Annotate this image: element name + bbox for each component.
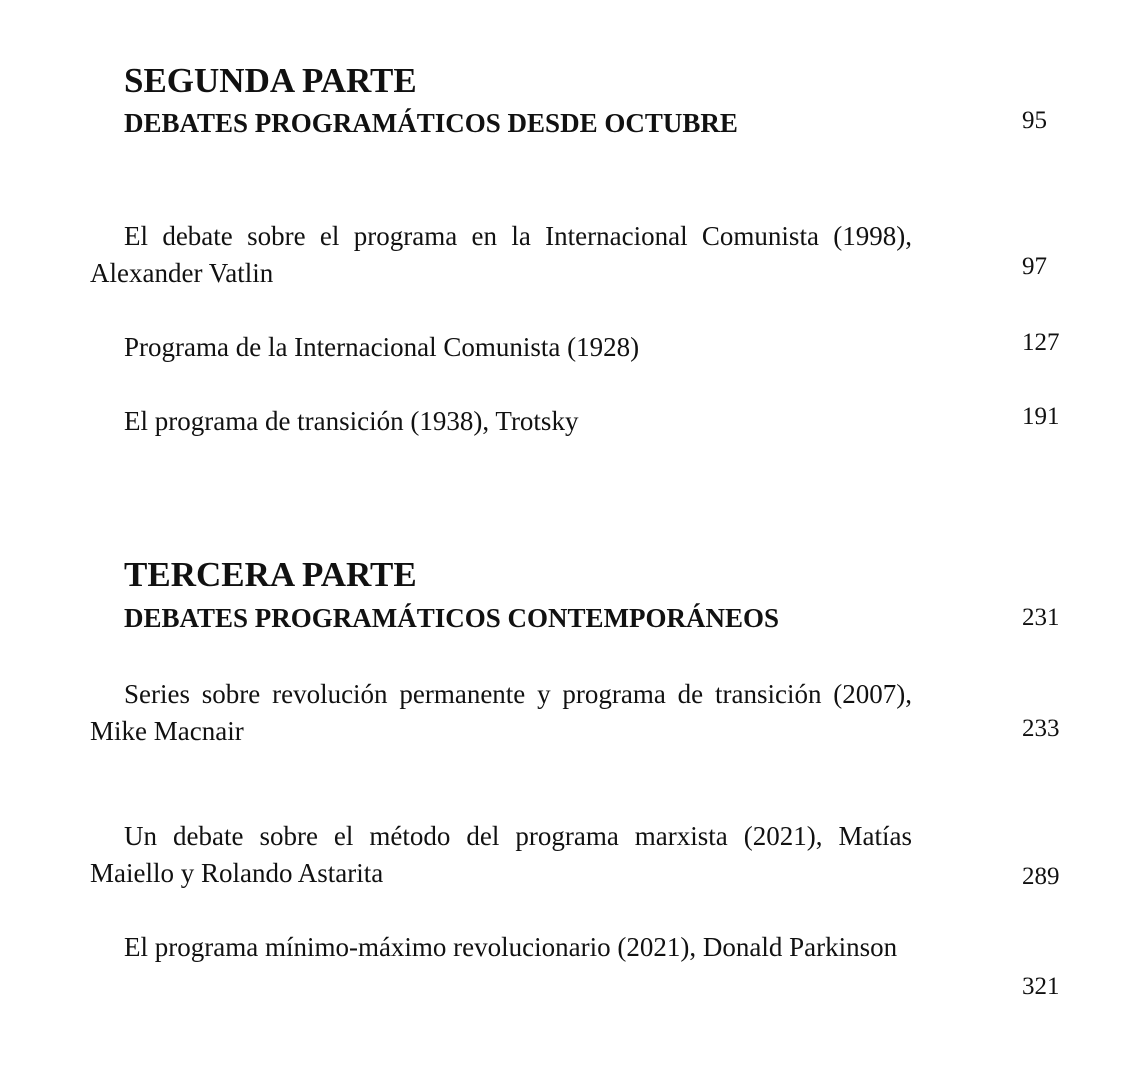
toc-entry-page-number: 127 <box>1022 329 1060 356</box>
section-title-tercera-parte: TERCERA PARTE <box>124 555 417 594</box>
toc-entry: Series sobre revolución permanente y programa de transición (2007), Mike Macnair <box>90 679 912 746</box>
toc-entry-page-number: 289 <box>1022 863 1060 890</box>
toc-entry: El programa mínimo-máximo revolucionario (2021), Donald Parkinson <box>124 932 898 962</box>
section-subtitle-debates-contemporaneos: DEBATES PROGRAMÁTICOS CONTEMPORÁNEOS <box>124 603 780 633</box>
section-page-number: 231 <box>1022 604 1060 631</box>
toc-entry-page-number: 191 <box>1022 403 1060 430</box>
section-subtitle-debates-desde-octubre: DEBATES PROGRAMÁTICOS DESDE OCTUBRE <box>124 108 738 138</box>
toc-entry: Programa de la Internacional Comunista (1928) <box>124 332 640 362</box>
toc-entry: Un debate sobre el método del programa marxista (2021), Matías Maiello y Rolando Astarita <box>90 821 912 888</box>
section-page-number: 95 <box>1022 107 1047 134</box>
toc-entry-page-number: 321 <box>1022 973 1060 1000</box>
toc-entry: El debate sobre el programa en la Internacional Comunista (1998), Alexander Vatlin <box>90 221 912 288</box>
toc-entry: El programa de transición (1938), Trotsky <box>124 406 579 436</box>
toc-entry-page-number: 97 <box>1022 253 1047 280</box>
section-title-segunda-parte: SEGUNDA PARTE <box>124 61 417 100</box>
toc-entry-page-number: 233 <box>1022 715 1060 742</box>
